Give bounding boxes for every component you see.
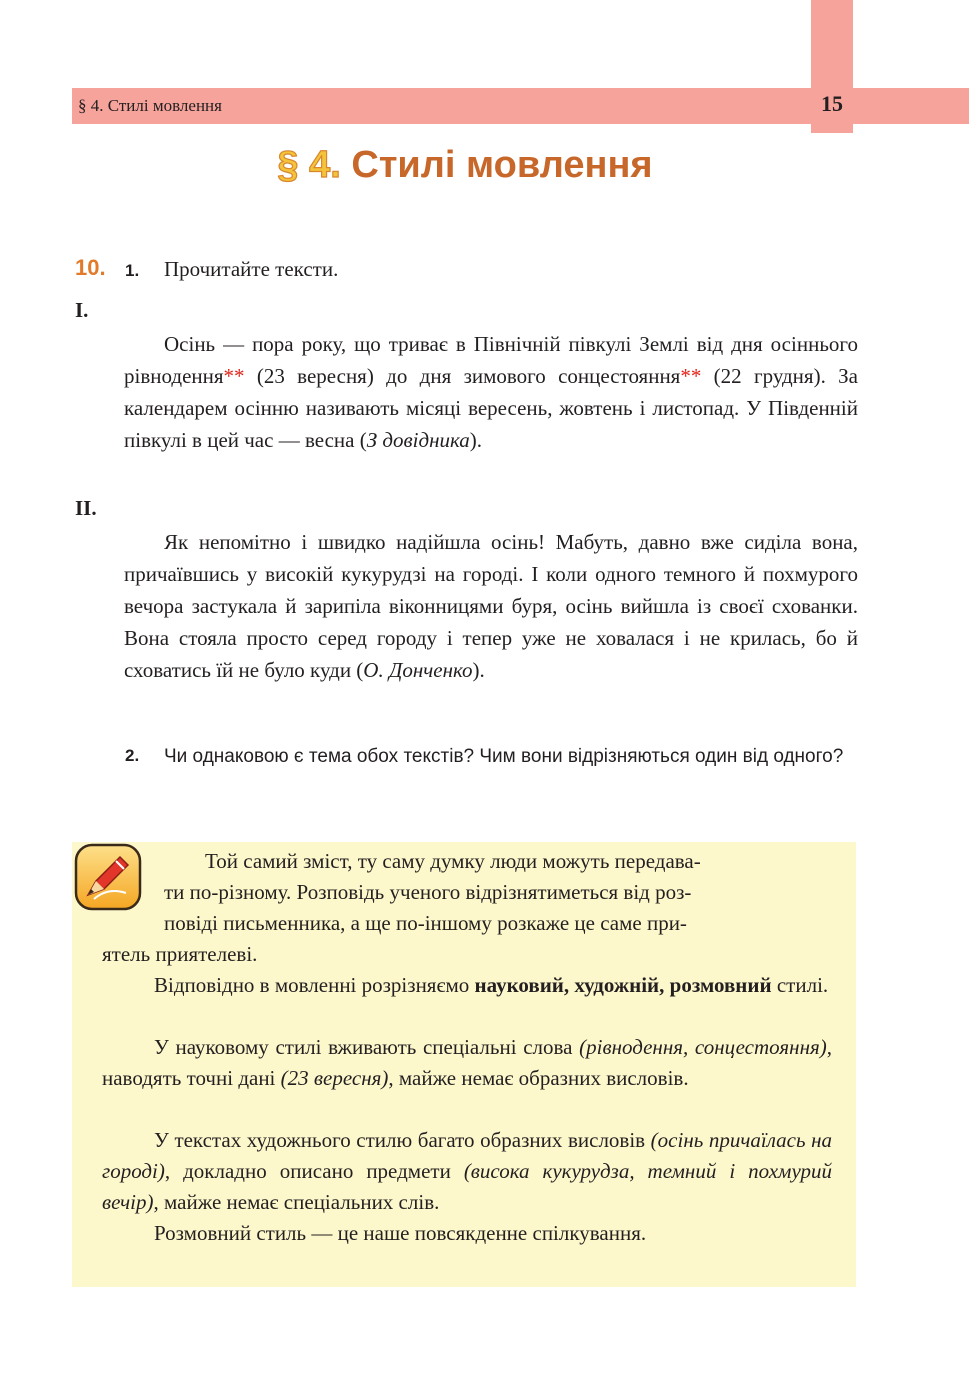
- footnote-star: **: [223, 364, 245, 388]
- task-number-1: 1.: [125, 261, 140, 280]
- rule-text: У науковому стилі вживають спеціальні слова: [154, 1035, 580, 1059]
- rule-text: стилі.: [771, 973, 829, 997]
- rule-line-1: Той самий зміст, ту саму думку люди можуть передава-: [205, 849, 701, 873]
- rule-text: , майже немає образних висловів.: [388, 1066, 689, 1090]
- rule-line-2: ти по-різному. Розповідь ученого відрізнятиметься від роз-: [164, 880, 692, 904]
- rule-paragraph-3: [102, 1032, 832, 1094]
- text-2-part: ).: [472, 658, 485, 682]
- text-label-2: II.: [75, 496, 97, 520]
- pencil-icon: [74, 843, 142, 911]
- rule-line-4: ятель приятелеві.: [102, 942, 258, 966]
- rule-paragraph-4: [102, 1125, 832, 1218]
- task-text-2: Чи однаковою є тема обох текстів? Чим вони відрізняються один від одного?: [164, 746, 844, 767]
- text-1-part: (23 вересня) до дня зимового сонцестояння: [244, 364, 681, 388]
- text-2-paragraph: [124, 526, 858, 686]
- running-title: § 4. Стилі мовлення: [78, 96, 222, 115]
- title-text: Стилі мовлення: [351, 144, 653, 186]
- rule-text: , докладно описано предмети: [164, 1159, 464, 1183]
- task-text-1: Прочитайте тексти.: [164, 257, 339, 281]
- rule-text: Відповідно в мовленні розрізняємо: [154, 973, 475, 997]
- rule-example: (рівнодення, сонцестояння): [579, 1035, 827, 1059]
- text-1-paragraph: [124, 328, 858, 456]
- text-1-source: З довідника: [366, 428, 470, 452]
- text-2-part: Як непомітно і швидко надійшла осінь! Мабуть, давно вже сиділа вона, причаївшись у високій кукурудзі на городі. І коли одного темного й похмурого вечора застукала й зарипіла віконницями буря, осінь вийшла із своєї схованки. Вона стояла просто серед городу і тепер уже не ховалася і не крилась, бо й сховатись їй не було куди (: [124, 530, 858, 682]
- page-title: [0, 144, 930, 187]
- rule-line-3: повіді письменника, а ще по-іншому розкаже це саме при-: [164, 911, 687, 935]
- exercise-number: 10.: [75, 255, 106, 280]
- rule-example: (висока кукурудза, темний і похмурий вечір): [102, 1159, 833, 1214]
- section-symbol: § 4.: [277, 144, 341, 186]
- rule-paragraph-5: Розмовний стиль — це наше повсякденне спілкування.: [154, 1221, 647, 1245]
- rule-paragraph-2: [102, 970, 832, 1001]
- page-number: 15: [821, 91, 843, 116]
- text-label-1: I.: [75, 298, 89, 322]
- rule-example: (23 вересня): [280, 1066, 389, 1090]
- text-1-part: (22 грудня). За календарем осінню називають місяці вересень, жовтень і листопад. У Південній півкулі в цей час — весна (: [124, 364, 858, 452]
- rule-example: (осінь причаїлась на городі): [102, 1128, 832, 1183]
- rule-bold-styles: науковий, художній, розмовний: [474, 973, 772, 997]
- rule-text: У текстах художнього стилю багато образних висловів: [154, 1128, 651, 1152]
- text-2-source: О. Донченко: [363, 658, 473, 682]
- rule-text: , наводять точні дані: [102, 1035, 832, 1090]
- footnote-star: **: [680, 364, 702, 388]
- task-number-2: 2.: [125, 746, 140, 765]
- rule-text: , майже немає спеціальних слів.: [153, 1190, 440, 1214]
- text-1-part: Осінь — пора року, що триває в Північній півкулі Землі від дня осіннього рівнодення: [124, 332, 858, 388]
- text-1-part: ).: [469, 428, 483, 452]
